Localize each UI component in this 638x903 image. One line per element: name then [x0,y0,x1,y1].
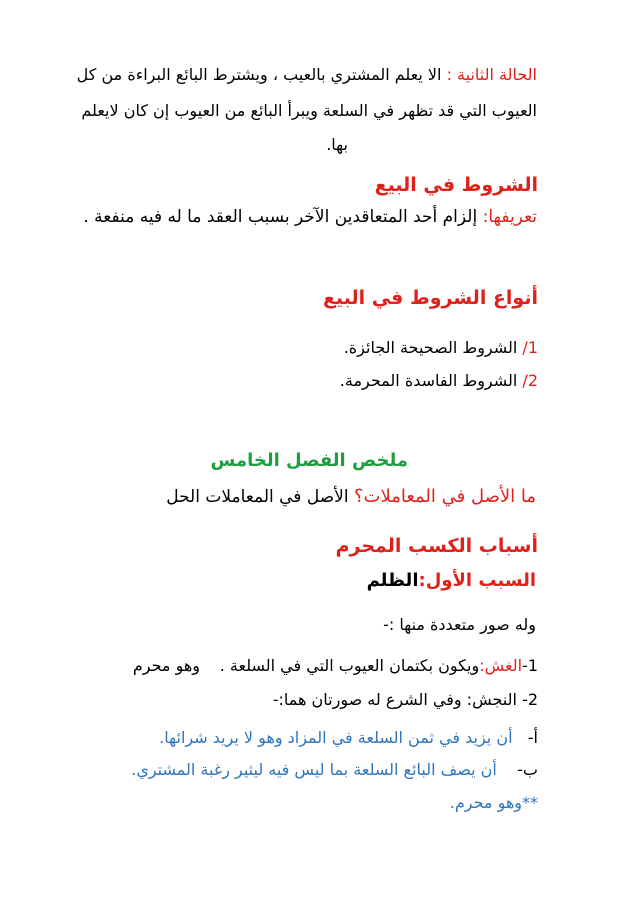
case2-line-2: العيوب التي قد تظهر في السلعة ويبرأ البائع من العيوب إن كان لايعلم [81,101,537,120]
sub-item-a-text: أن يزيد في ثمن السلعة في المزاد وهو لا يريد شرائها. [159,728,513,747]
definition-label: تعريفها: [482,207,537,227]
case2-label: الحالة الثانية : [446,65,537,84]
first-cause-value: الظلم [366,570,419,591]
origin-line [166,486,536,508]
types-item-1 [344,337,538,359]
conditions-heading: الشروط في البيع [374,174,538,196]
case2-text-1: الا يعلم المشتري بالعيب ، ويشترط البائع البراءة من كل [76,65,447,84]
final-verdict: **وهو محرم. [449,793,538,812]
types-item-2 [340,370,538,392]
cause-item-1-verdict: وهو محرم [132,656,200,675]
first-cause-label: السبب الأول: [418,570,536,591]
cause-item-2: 2- النجش: وفي الشرع له صورتان هما:- [272,690,538,709]
sub-item-b-text: أن يصف البائع السلعة بما ليس فيه ليثير رغبة المشتري. [131,760,497,779]
cause-item-1-number: 1- [522,656,538,675]
sub-item-a [159,727,538,749]
forms-intro: وله صور متعددة منها :- [383,615,536,634]
types-item-2-number: 2/ [522,371,538,390]
sub-item-b [131,759,538,781]
types-item-1-number: 1/ [522,338,538,357]
sub-item-a-marker: أ- [527,728,538,747]
sub-item-b-marker: ب- [517,760,538,779]
case2-line-3: بها. [326,135,348,154]
origin-answer: الأصل في المعاملات الحل [166,487,354,507]
conditions-definition [83,206,537,228]
definition-text: إلزام أحد المتعاقدين الآخر بسبب العقد ما له فيه منفعة . [83,207,483,227]
first-cause [367,570,536,592]
origin-question: ما الأصل في المعاملات؟ [353,486,536,507]
types-item-1-text: الشروط الصحيحة الجائزة. [343,338,523,357]
summary-heading: ملخص الفصل الخامس [210,450,408,471]
types-item-2-text: الشروط الفاسدة المحرمة. [339,371,523,390]
types-heading: أنواع الشروط في البيع [322,287,538,309]
cause-item-1 [220,655,538,677]
cause-item-1-text: ويكون بكتمان العيوب التي في السلعة . [219,656,480,675]
case2-line-1 [77,64,537,86]
cause-item-1-label: الغش: [479,656,523,675]
causes-heading: أسباب الكسب المحرم [335,535,538,557]
